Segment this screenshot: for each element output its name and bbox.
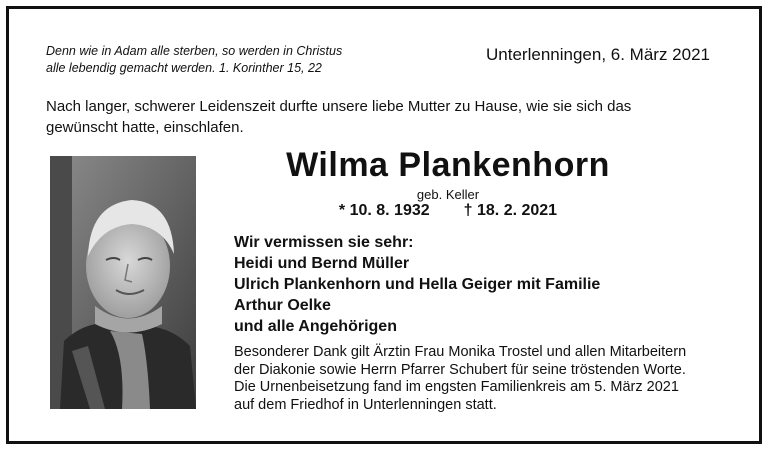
birth-date: * 10. 8. 1932	[338, 202, 430, 219]
deceased-name: Wilma Plankenhorn	[286, 146, 610, 184]
thanks-line: Besonderer Dank gilt Ärztin Frau Monika Trostel und allen Mitarbeitern	[234, 344, 687, 360]
intro-line: Nach langer, schwerer Leidenszeit durfte unsere liebe Mutter zu Hause, wie sie sich das	[46, 98, 632, 115]
thanks-line: Die Urnenbeisetzung fand im engsten Familienkreis am 5. März 2021	[234, 379, 679, 395]
bible-verse	[46, 43, 466, 77]
thanks-line: der Diakonie sowie Herrn Pfarrer Schubert für seine tröstenden Worte.	[234, 361, 686, 378]
verse-line: alle lebendig gemacht werden. 1. Korinther 15, 22	[46, 61, 322, 75]
mourner-entry: Ulrich Plankenhorn und Hella Geiger mit Familie	[234, 276, 601, 293]
portrait-photo	[50, 156, 196, 409]
verse-line: Denn wie in Adam alle sterben, so werden in Christus	[46, 44, 343, 58]
intro-text	[46, 96, 686, 138]
life-dates	[198, 202, 698, 220]
mourner-entry: Arthur Oelke	[234, 297, 331, 314]
maiden-name: geb. Keller	[416, 187, 480, 202]
place-and-date: Unterlenningen, 6. März 2021	[486, 45, 710, 64]
intro-line: gewünscht hatte, einschlafen.	[46, 119, 244, 136]
mourners-heading: Wir vermissen sie sehr:	[234, 234, 414, 251]
thanks-line: auf dem Friedhof in Unterlenningen statt.	[234, 396, 497, 413]
mourner-entry: Heidi und Bernd Müller	[234, 255, 410, 272]
mourners-list	[234, 232, 714, 337]
death-date: † 18. 2. 2021	[463, 202, 558, 219]
mourner-entry: und alle Angehörigen	[234, 318, 397, 335]
thanks-text	[234, 344, 724, 414]
